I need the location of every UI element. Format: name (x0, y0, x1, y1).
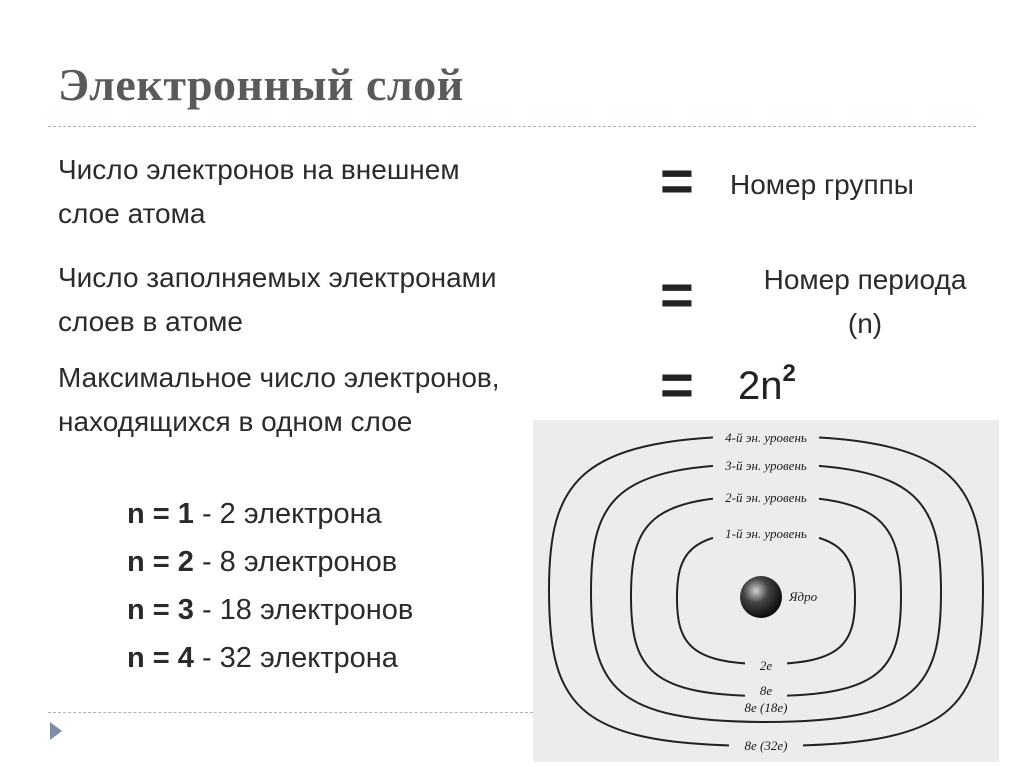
slide-title: Электронный слой (58, 59, 464, 110)
electron-count-4: 8e (32e) (744, 738, 788, 753)
list-item-prefix: n = 4 (127, 642, 194, 674)
list-item-suffix: - 2 электрона (193, 498, 382, 530)
level-label-4: 4-й эн. уровень (725, 430, 807, 445)
row2-left-line1: Число заполняемых электронами (58, 262, 497, 293)
row1-left-line1: Число электронов на внешнем (58, 154, 460, 185)
atom-shell-diagram (533, 420, 999, 762)
list-item (127, 538, 413, 586)
level-label-2: 2-й эн. уровень (725, 490, 807, 505)
title-divider (48, 126, 976, 127)
list-item-suffix: - 32 электрона (193, 642, 398, 674)
row2-right-line2: (n) (847, 308, 883, 339)
row1-equals-sign: = (660, 149, 694, 214)
electron-count-1: 2e (759, 658, 773, 673)
row2-equals-sign: = (660, 263, 694, 328)
row3-left-line2: находящихся в одном слое (58, 406, 413, 437)
nucleus-label: Ядро (789, 589, 818, 604)
row2-right-text (726, 258, 1004, 346)
atom-shell-svg (533, 420, 999, 762)
max-electrons-formula (738, 360, 796, 409)
level-label-1: 1-й эн. уровень (725, 526, 807, 541)
row3-left-line1: Максимальное число электронов, (58, 362, 500, 393)
list-item-prefix: n = 2 (127, 546, 194, 578)
electron-count-2: 8e (759, 683, 773, 698)
list-item (127, 490, 413, 538)
row2-left-text (58, 256, 497, 344)
row2-left-line2: слоев в атоме (58, 306, 243, 337)
row1-left-line2: слое атома (58, 198, 206, 229)
formula-base: 2n (738, 364, 783, 408)
nucleus-icon (740, 576, 782, 618)
electrons-per-level-list (127, 490, 413, 682)
list-item-suffix: - 8 электронов (193, 546, 398, 578)
row2-right-line1: Номер периода (763, 264, 967, 295)
next-slide-arrow-icon[interactable] (50, 722, 62, 740)
electron-count-3: 8e (18e) (744, 700, 788, 715)
row1-left-text (58, 148, 460, 236)
list-item-prefix: n = 1 (127, 498, 194, 530)
row3-left-text (58, 356, 500, 444)
formula-exponent: 2 (782, 360, 796, 387)
list-item (127, 634, 413, 682)
footer-divider (48, 712, 533, 713)
list-item-suffix: - 18 электронов (193, 594, 414, 626)
list-item-prefix: n = 3 (127, 594, 194, 626)
row3-equals-sign: = (660, 353, 694, 418)
row1-right-text: Номер группы (730, 169, 914, 200)
level-label-3: 3-й эн. уровень (725, 458, 807, 473)
list-item (127, 586, 413, 634)
